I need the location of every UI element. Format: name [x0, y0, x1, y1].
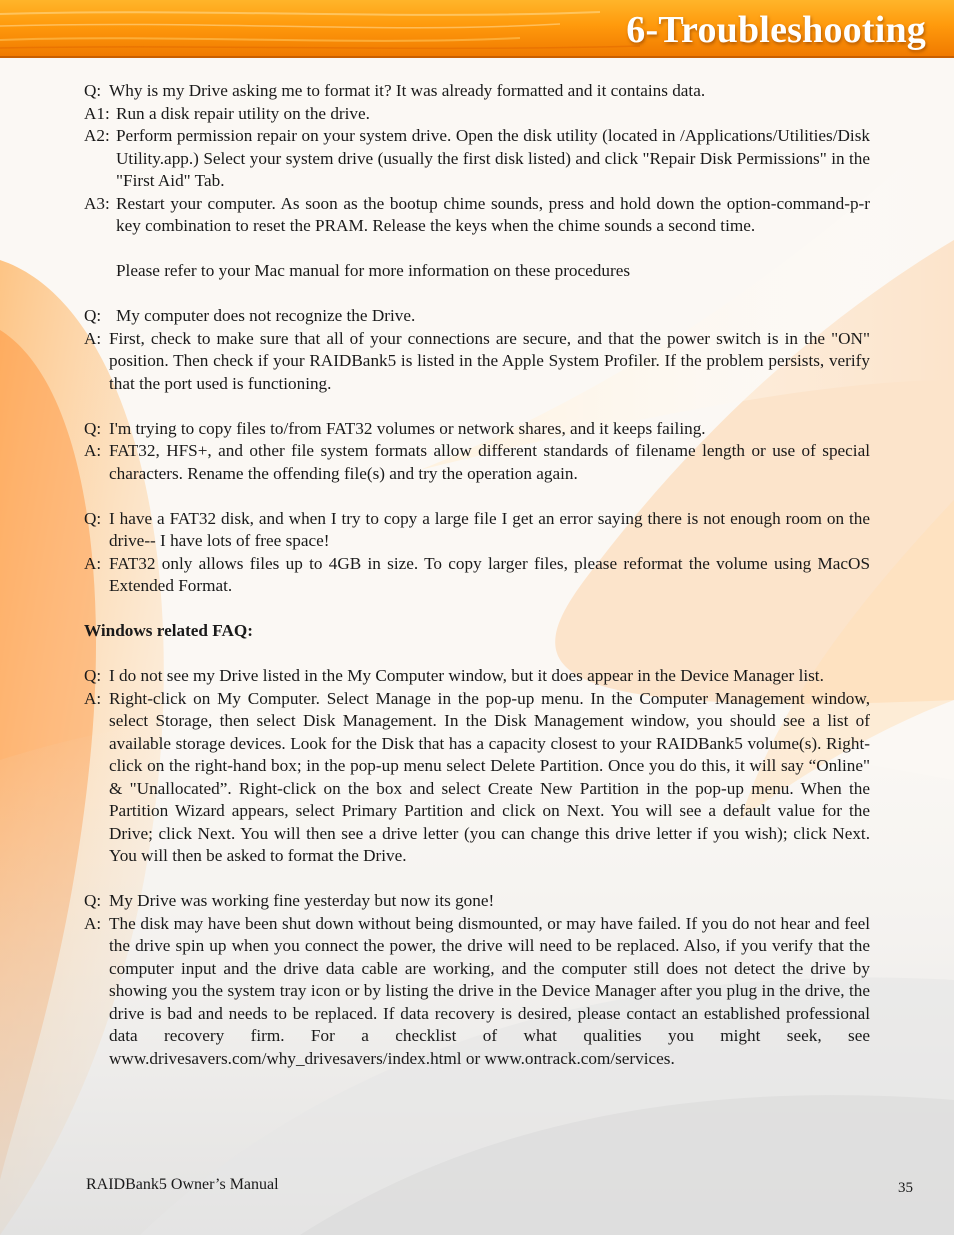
faq-answer [84, 328, 870, 396]
faq-answer-3 [84, 193, 870, 238]
answer-text: Restart your computer. As soon as the bootup chime sounds, press and hold down the option-command-p-r key combination to reset the PRAM. Release the keys when the chime sounds a second time. [116, 193, 870, 235]
page-number: 35 [898, 1180, 913, 1196]
answer-text: Right-click on My Computer. Select Manage in the pop-up menu. In the Computer Management window, select Storage, then select Disk Management. In the Disk Management window, you should see a list of available storage devices. Look for the Disk that has a capacity closest to your RAIDBank5 volume(s). Right-click on the right-hand box; in the pop-up menu select Delete Partition. Once you do this, it will say “Online" & "Unallocated”. Right-click on the box and select Create New Partition in the pop-up menu. When the Partition Wizard appears, select Primary Partition and click on Next. You will see a default value for the Drive; click Next. You will then see a drive letter (you can change this drive letter if you wish); click Next. You will then be asked to format the Drive. [109, 688, 870, 865]
faq-answer [84, 553, 870, 598]
faq-answer [84, 688, 870, 868]
faq-question [84, 80, 870, 103]
answer-text: FAT32 only allows files up to 4GB in size. To copy larger files, please reformat the volume using MacOS Extended Format. [109, 553, 870, 595]
faq-answer-1 [84, 103, 870, 126]
answer-label: A: [84, 688, 102, 708]
answer-label: A2: [84, 126, 110, 145]
question-label: Q: [84, 81, 102, 100]
faq-question [84, 305, 870, 328]
question-text: I do not see my Drive listed in the My Computer window, but it does appear in the Device Manager list. [109, 666, 824, 685]
windows-faq-heading: Windows related FAQ: [84, 621, 254, 640]
faq-question [84, 665, 870, 688]
question-label: Q: [84, 891, 102, 910]
answer-label: A: [84, 553, 102, 573]
faq-question [84, 890, 870, 913]
question-text: Why is my Drive asking me to format it? It was already formatted and it contains data. [109, 81, 706, 100]
answer-text: Perform permission repair on your system drive. Open the disk utility (located in /Applications/Utilities/Disk Utility.app.) Select your system drive (usually the first disk listed) and click "Repair Disk Permissions" in the "First Aid" Tab. [116, 126, 870, 190]
question-label: Q: [84, 418, 102, 438]
question-label: Q: [84, 306, 102, 325]
question-label: Q: [84, 666, 102, 685]
answer-text: FAT32, HFS+, and other file system formats allow different standards of filename length or use of special characters. Rename the offending file(s) and try the operation again. [109, 441, 870, 483]
question-text: My computer does not recognize the Drive. [116, 306, 416, 325]
page-title: 6-Troubleshooting [626, 9, 926, 51]
question-text: My Drive was working fine yesterday but now its gone! [109, 891, 495, 910]
page-header [0, 0, 954, 58]
question-label: Q: [84, 508, 102, 528]
question-text: I have a FAT32 disk, and when I try to copy a large file I get an error saying there is not enough room on the drive-- I have lots of free space! [109, 508, 870, 550]
faq-answer-2 [84, 125, 870, 193]
faq-answer [84, 440, 870, 485]
faq-content [84, 80, 870, 1070]
footer-manual-title: RAIDBank5 Owner’s Manual [86, 1176, 279, 1193]
faq-question [84, 508, 870, 553]
answer-label: A: [84, 328, 102, 348]
faq-answer [84, 913, 870, 1071]
answer-text: First, check to make sure that all of your connections are secure, and that the power switch is in the "ON" position. Then check if your RAIDBank5 is listed in the Apple System Profiler. If the problem persists, verify that the port used is functioning. [109, 328, 870, 393]
question-text: I'm trying to copy files to/from FAT32 volumes or network shares, and it keeps failing. [109, 418, 706, 438]
procedures-note: Please refer to your Mac manual for more information on these procedures [116, 261, 631, 280]
answer-text: The disk may have been shut down without being dismounted, or may have failed. If you do not hear and feel the drive spin up when you connect the power, the drive will need to be replaced. Also, if you verify that the computer input and the drive data cable are working, and the computer still does not detect the drive by showing you the system tray icon or by listing the drive in the Device Manager after you plug in the drive, the drive is bad and needs to be replaced. If data recovery is desired, please contact an established professional data recovery firm. For a checklist of what qualities you might seek, see www.drivesavers.com/why_drivesavers/index.html or www.ontrack.com/services. [109, 913, 870, 1068]
answer-label: A: [84, 441, 102, 460]
answer-label: A: [84, 913, 102, 933]
faq-question [84, 418, 870, 441]
answer-label: A3: [84, 193, 110, 213]
answer-label: A1: [84, 103, 110, 123]
answer-text: Run a disk repair utility on the drive. [116, 103, 370, 123]
